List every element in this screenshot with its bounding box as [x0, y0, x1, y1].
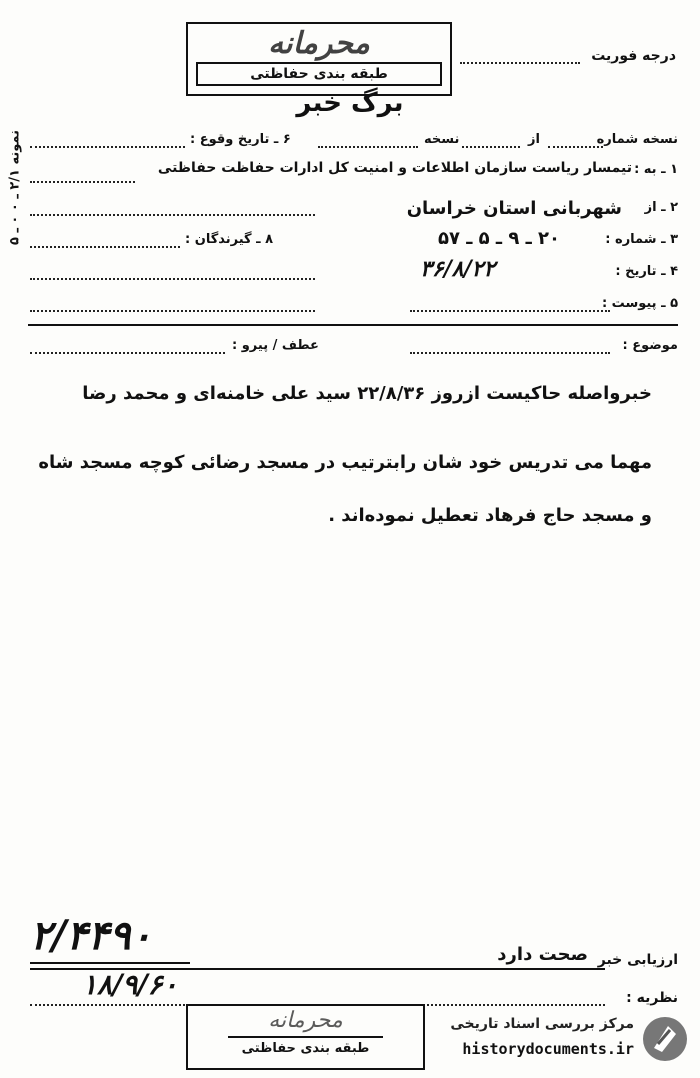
side-margin-label: نمونه ۲/۱ ـ ۰ ۰ ـ ۵ [7, 130, 23, 246]
recipients-dots [30, 246, 180, 248]
to-dots [30, 181, 135, 183]
recipients-label: ۸ ـ گیرندگان : [185, 232, 274, 247]
bottom-stamp-label: طبقه بندی حفاظتی [228, 1036, 383, 1056]
body-line-2: مهما می تدریس خود شان رابترتیب در مسجد رضائی کوچه مسجد شاه [38, 452, 652, 473]
of-label: از [528, 132, 540, 147]
date-value: ۳۶/۸/۲۲ [420, 256, 496, 282]
date-label: ۴ ـ تاریخ : [615, 264, 678, 279]
priority-dots [460, 62, 580, 64]
body-line-3: و مسجد حاج فرهاد تعطیل نموده‌اند . [328, 505, 652, 526]
opinion-label: نظریه : [626, 990, 678, 1006]
evaluation-label: ارزیابی خبر [597, 952, 678, 968]
archive-sub: ۱۸/۹/۶۰ [82, 968, 178, 1001]
classification-box-label: طبقه بندی حفاظتی [196, 62, 442, 86]
reference-dots [30, 352, 225, 354]
archive-number: ۲/۴۴۹۰ [30, 912, 153, 959]
number-value: ۲۰ ـ ۹ ـ ۵ ـ ۵۷ [437, 228, 560, 249]
priority-label: درجه فوریت [591, 48, 676, 64]
recipients-dots-2 [30, 278, 315, 280]
watermark-line-1: مرکز بررسی اسناد تاریخی [450, 1016, 634, 1032]
body-line-1: خبرواصله حاکیست ازروز ۲۲/۸/۳۶ سید علی خامنه‌ای و محمد رضا [82, 383, 652, 404]
form-separator [28, 324, 678, 326]
to-value: تیمسار ریاست سازمان اطلاعات و امنیت کل ادارات حفاظت حفاظتی [157, 160, 632, 176]
number-label: ۳ ـ شماره : [605, 232, 678, 247]
copy-no-label: نسخه شماره [596, 132, 678, 147]
recipients-dots-3 [30, 310, 315, 312]
archive-logo-icon [640, 1014, 690, 1064]
of-dots [462, 146, 520, 148]
copy-dots [318, 146, 418, 148]
from-label: ۲ ـ از [644, 200, 678, 215]
attachment-dots [410, 310, 610, 312]
watermark-line-2: historydocuments.ir [462, 1040, 634, 1058]
reference-label: عطف / پیرو : [232, 338, 319, 353]
bottom-classification-stamp [186, 1004, 425, 1070]
incident-date-dots [30, 146, 185, 148]
classification-stamp [186, 22, 452, 96]
archive-watermark [410, 1006, 696, 1072]
evaluation-value: صحت دارد [497, 944, 588, 965]
evaluation-line [30, 968, 605, 970]
subject-label: موضوع : [622, 338, 678, 353]
classification-stamp-script: محرمانه [268, 26, 370, 61]
incident-date-label: ۶ ـ تاریخ وقوع : [190, 132, 291, 147]
bottom-stamp-script: محرمانه [268, 1008, 343, 1033]
from-dots [30, 214, 315, 216]
copy-label: نسخه [424, 132, 460, 147]
form-title: برگ خبر [296, 88, 404, 118]
subject-dots [410, 352, 610, 354]
attachment-label: ۵ ـ پیوست : [601, 296, 678, 311]
to-label: ۱ ـ به : [634, 162, 678, 177]
copy-no-dots [548, 146, 603, 148]
archive-underline [30, 962, 190, 964]
from-value: شهربانی استان خراسان [406, 198, 622, 219]
